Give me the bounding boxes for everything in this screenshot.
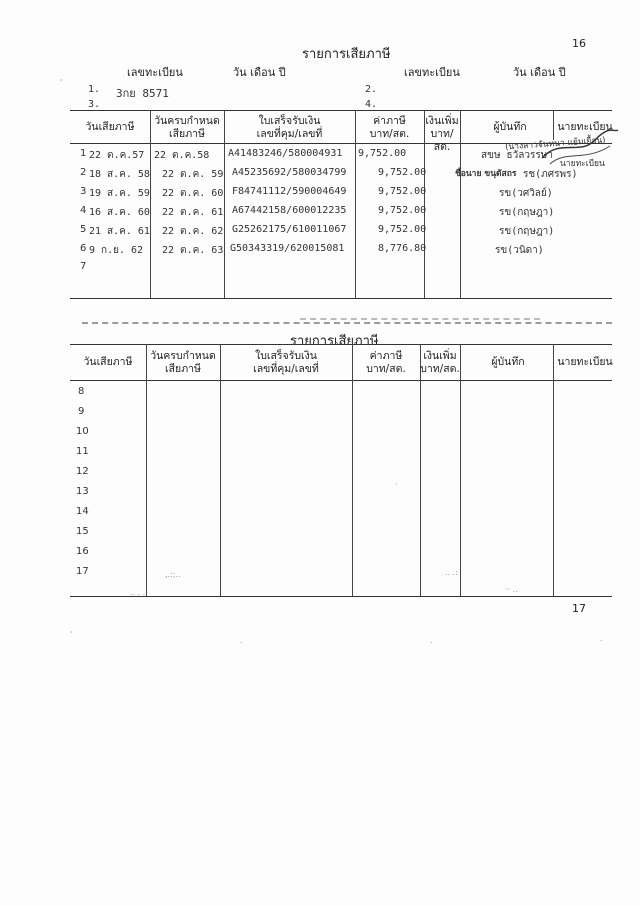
cell-tax-amount: 9,752.00 <box>378 205 427 216</box>
cell-tax-amount: 9,752.00 <box>378 167 427 178</box>
cell-receipt: A45235692/580034799 <box>232 167 347 178</box>
cell-receipt: A67442158/600012235 <box>232 205 347 216</box>
row-number: 5 <box>80 224 87 235</box>
cell-tax-date: 22 ต.ค.57 <box>89 150 145 161</box>
row-number: 3 <box>80 186 87 197</box>
cell-receipt: F84741112/590004649 <box>232 186 347 197</box>
cell-receipt: G50343319/620015081 <box>230 243 345 254</box>
row-number: 17 <box>76 566 89 577</box>
cell-receipt: A41483246/580004931 <box>228 148 343 159</box>
register-col1-label: เลขทะเบียน <box>127 66 183 79</box>
row-number: 10 <box>76 426 89 437</box>
cell-tax-amount: 8,776.80 <box>378 243 427 254</box>
header-tax-date: วันเสียภาษี <box>85 121 135 133</box>
row-number: 16 <box>76 546 89 557</box>
row-number: 14 <box>76 506 89 517</box>
row-number: 2 <box>80 167 87 178</box>
cell-due-date: 22 ต.ค.58 <box>154 150 210 161</box>
row-number: 7 <box>80 261 87 272</box>
row-number: 4 <box>80 205 87 216</box>
cell-recorder: รข(วศวิลย์) <box>499 188 553 199</box>
row-number: 6 <box>80 243 87 254</box>
header-due-date: วันครบกำหนด เสียภาษี <box>154 115 220 140</box>
cell-tax-date: 18 ส.ค. 58 <box>89 169 150 180</box>
row-number: 8 <box>78 386 85 397</box>
header-registrar: นายทะเบียน <box>557 121 613 133</box>
cell-recorder: รข(วนิดา) <box>495 245 544 256</box>
cell-due-date: 22 ต.ค. 62 <box>162 226 224 237</box>
register-col3-label: เลขทะเบียน <box>404 66 460 79</box>
cell-tax-date: 16 ส.ค. 60 <box>89 207 150 218</box>
cell-recorder: รข(กฤษฎา) <box>499 226 555 237</box>
page-number-top: 16 <box>572 37 586 50</box>
table2-title: รายการเสียภาษี <box>290 334 379 349</box>
row-number: 9 <box>78 406 85 417</box>
row-number: 11 <box>76 446 89 457</box>
cell-tax-date: 9 ก.ย. 62 <box>89 245 144 256</box>
register-entry-value: 3กย 8571 <box>116 87 169 100</box>
header-tax-date: วันเสียภาษี <box>83 356 133 368</box>
register-col2-label: วัน เดือน ปี <box>233 66 286 79</box>
cell-tax-date: 21 ส.ค. 61 <box>89 226 150 237</box>
row-number: 15 <box>76 526 89 537</box>
cell-tax-amount: 9,752.00 <box>378 224 427 235</box>
cell-recorder: รข(กฤษฎา) <box>499 207 555 218</box>
header-tax-amount: ค่าภาษี บาท/สต. <box>366 350 406 375</box>
cell-due-date: 22 ต.ค. 61 <box>162 207 224 218</box>
header-due-date: วันครบกำหนด เสียภาษี <box>150 350 216 375</box>
row-number: 12 <box>76 466 89 477</box>
header-receipt: ใบเสร็จรับเงิน เลขที่คุม/เลขที่ <box>256 115 323 140</box>
row-number: 1 <box>80 148 87 159</box>
row-number: 13 <box>76 486 89 497</box>
cell-tax-amount: 9,752.00 <box>358 148 407 159</box>
header-surcharge: เงินเพิ่ม บาท/สต. <box>425 115 459 153</box>
register-entry-num: 2. <box>365 84 378 95</box>
page-number-bottom: 17 <box>572 602 586 615</box>
register-title: รายการเสียภาษี <box>302 47 391 62</box>
cell-due-date: 22 ต.ค. 63 <box>162 245 224 256</box>
cell-recorder: สขษ ธวัลวรรษา <box>481 150 553 161</box>
header-recorder: ผู้บันทึก <box>491 356 525 368</box>
cell-tax-amount: 9,752.00 <box>378 186 427 197</box>
register-entry-num: 1. <box>88 84 101 95</box>
header-receipt: ใบเสร็จรับเงิน เลขที่คุม/เลขที่ <box>253 350 319 375</box>
cell-recorder: รช(ภศรพร) <box>523 169 578 180</box>
header-registrar: นายทะเบียน <box>557 356 613 368</box>
cell-tax-date: 19 ส.ค. 59 <box>89 188 150 199</box>
header-recorder: ผู้บันทึก <box>493 121 527 133</box>
register-col4-label: วัน เดือน ปี <box>513 66 566 79</box>
cell-due-date: 22 ต.ค. 59 <box>162 169 224 180</box>
cell-due-date: 22 ต.ค. 60 <box>162 188 224 199</box>
header-surcharge: เงินเพิ่ม บาท/สต. <box>420 350 460 375</box>
register-entry-num: 3. <box>88 99 101 110</box>
header-tax-amount: ค่าภาษี บาท/สต. <box>369 115 410 140</box>
register-entry-num: 4. <box>365 99 378 110</box>
cell-receipt: G25262175/610011067 <box>232 224 347 235</box>
